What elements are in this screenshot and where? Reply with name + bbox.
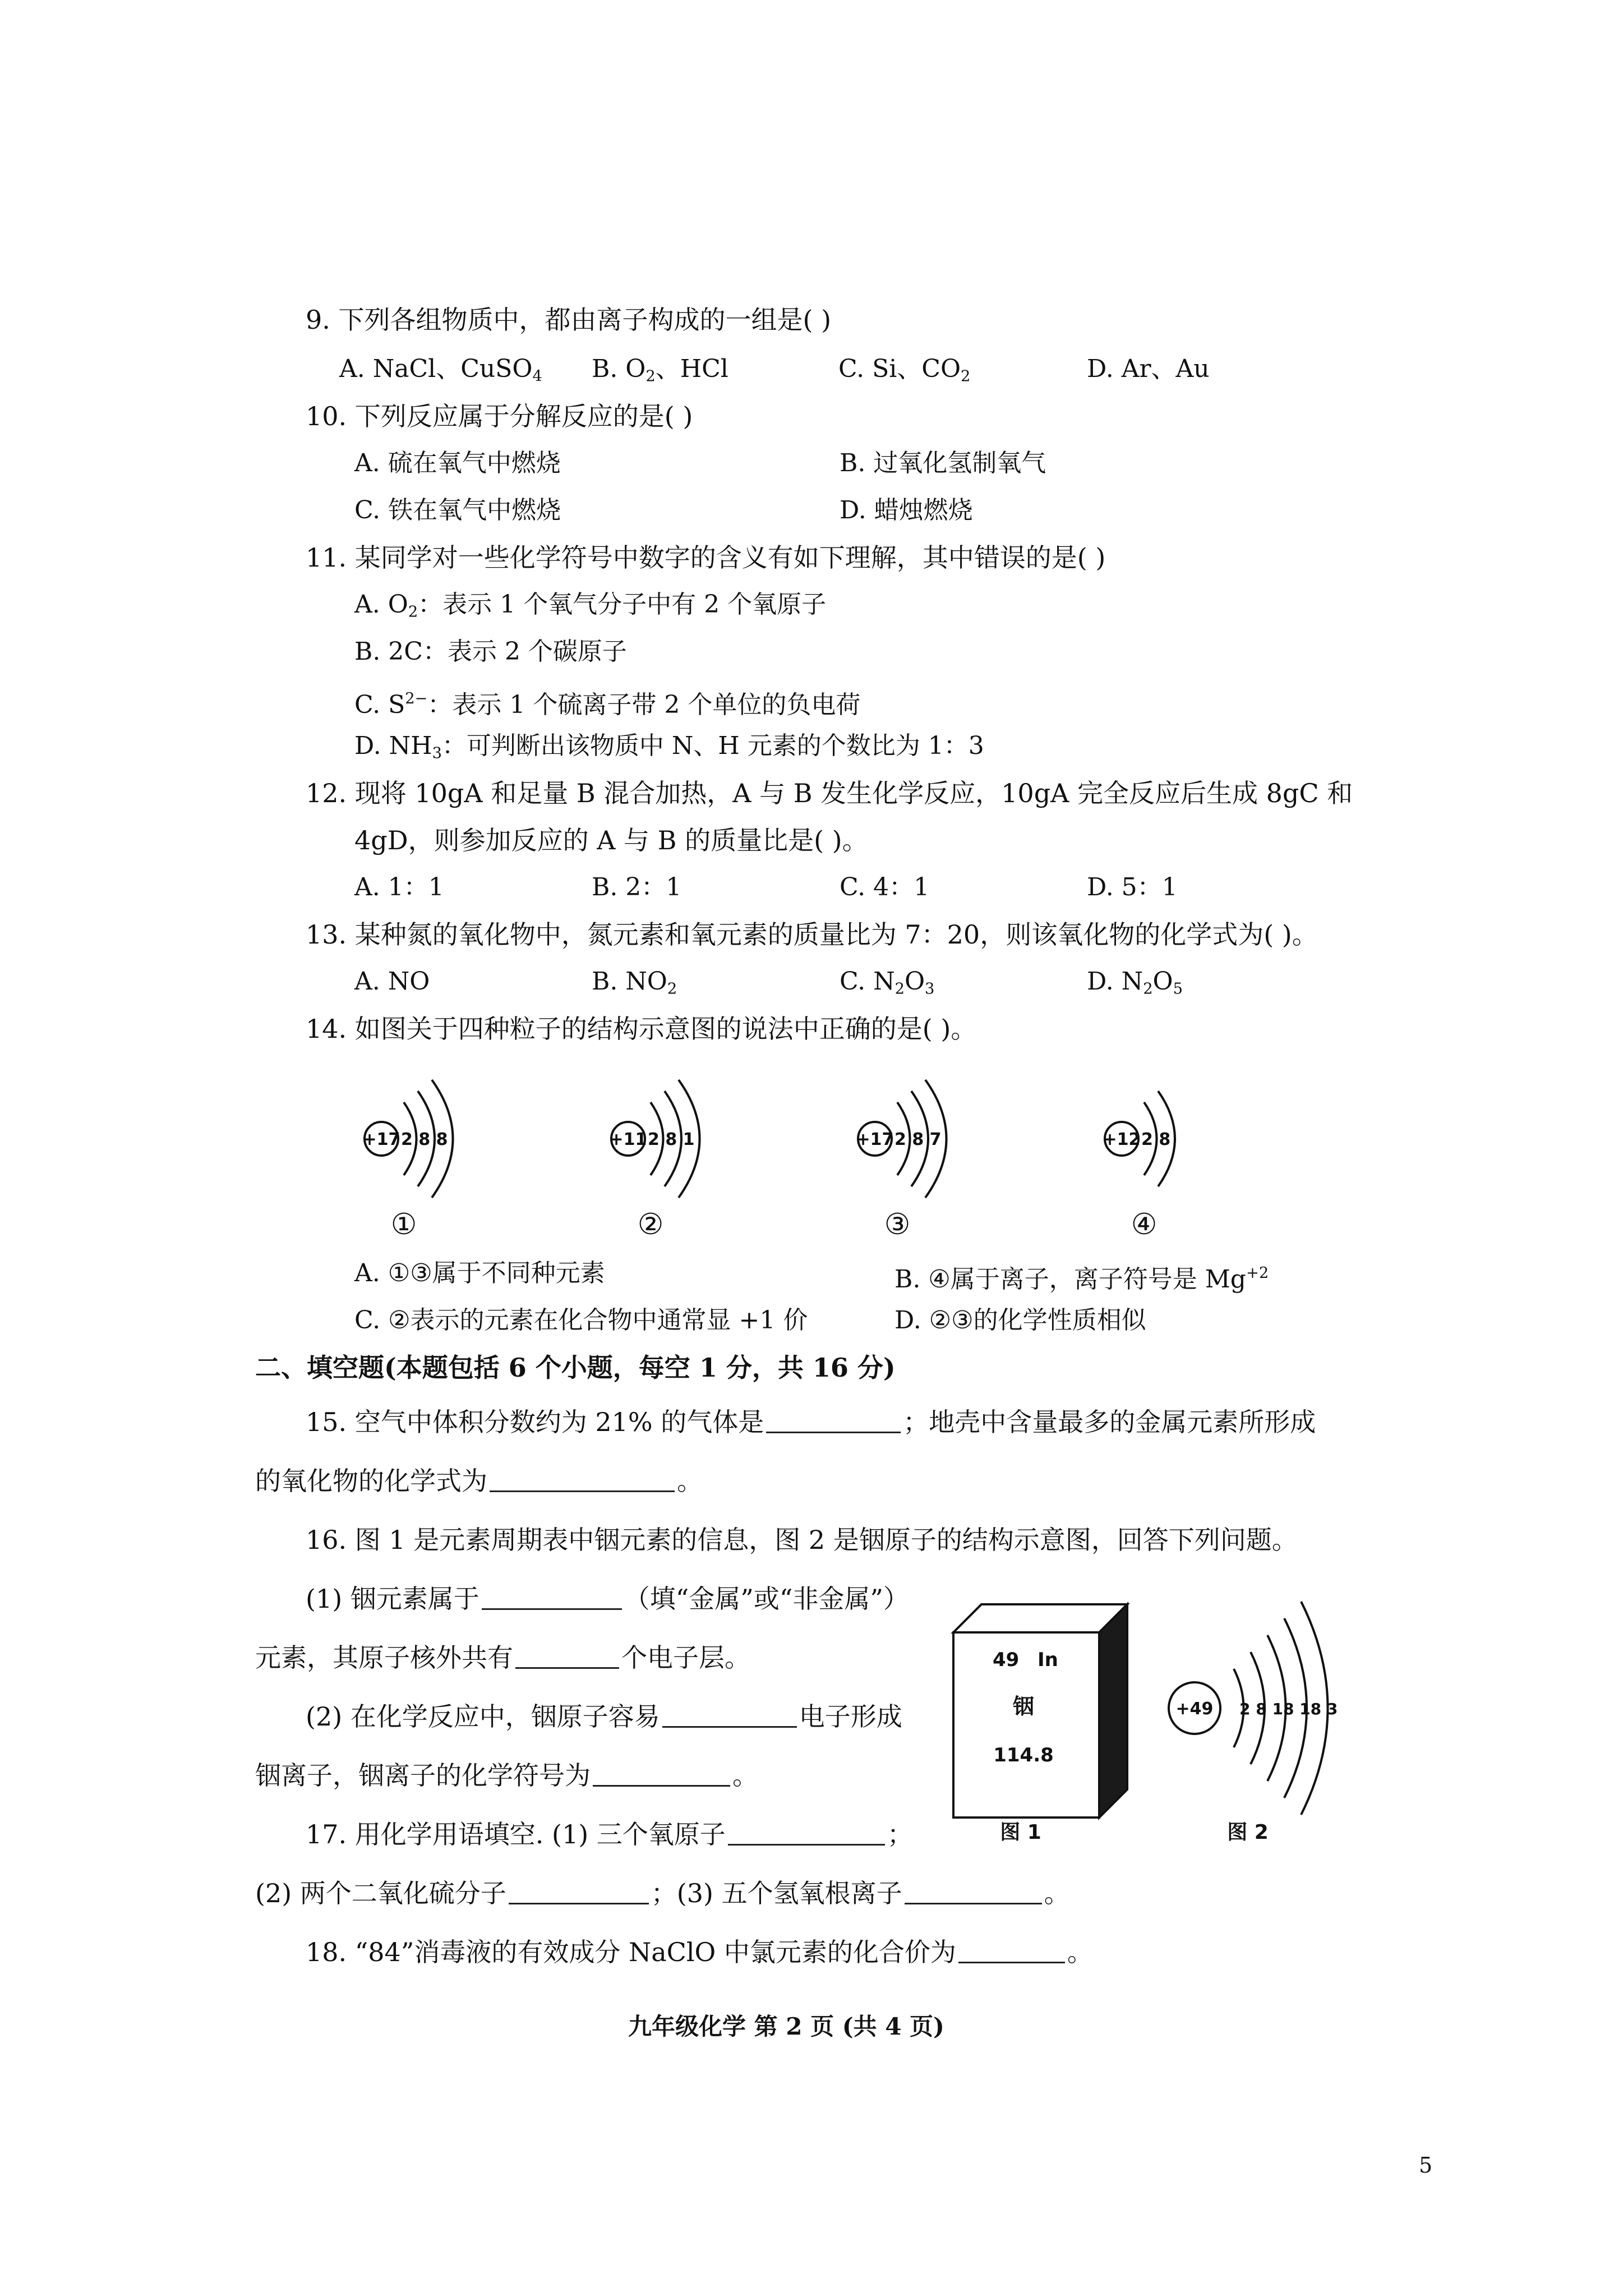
q13-option-c[interactable]: C. $N_2O_3$ (840, 967, 935, 998)
particle-3-nucleus: +17 (856, 1130, 894, 1149)
q12-option-a[interactable]: A. 1：1 (354, 873, 444, 901)
q17-blank-1[interactable] (728, 1821, 885, 1846)
q9-option-a[interactable]: A. NaCl、CuSO$_4$ (339, 355, 542, 385)
particle-diagrams (314, 1055, 1267, 1245)
page-footer: 九年级化学 第 2 页 (共 4 页) (628, 2013, 944, 2040)
indium-periodic-table-cell (948, 1593, 1138, 1846)
indium-atom-structure-diagram (1155, 1582, 1402, 1846)
q9-option-c[interactable]: C. Si、$CO_2$ (838, 355, 971, 385)
particle-1-shells: 2 8 8 (401, 1130, 448, 1149)
particle-1-nucleus: +17 (362, 1130, 400, 1149)
question-10-stem: 10. 下列反应属于分解反应的是( ) (306, 401, 693, 431)
question-9-stem: 9. 下列各组物质中，都由离子构成的一组是( ) (306, 305, 832, 335)
q11-option-a[interactable]: A. $O_2$：表示 1 个氧气分子中有 2 个氧原子 (354, 590, 827, 621)
q16-part2-line2: 铟离子，铟离子的化学符号为 。 (255, 1760, 758, 1791)
q10-option-a[interactable]: A. 硫在氧气中燃烧 (354, 449, 561, 477)
particle-4-nucleus: +12 (1103, 1130, 1141, 1149)
question-15-line1: 15. 空气中体积分数约为 21% 的气体是 ；地壳中含量最多的金属元素所形成 (306, 1407, 1316, 1437)
q11-option-c[interactable]: C. $S^{2-}$：表示 1 个硫离子带 2 个单位的负电荷 (354, 690, 861, 719)
question-15-line2: 的氧化物的化学式为 。 (255, 1466, 703, 1496)
q10-option-b[interactable]: B. 过氧化氢制氧气 (840, 449, 1046, 477)
q14-option-b[interactable]: B. ④属于离子，离子符号是 $Mg^{+2}$ (895, 1264, 1269, 1294)
element-symbol: In (1038, 1649, 1058, 1671)
q16-blank-2[interactable] (515, 1645, 619, 1669)
q10-option-d[interactable]: D. 蜡烛燃烧 (840, 496, 973, 524)
q14-option-c[interactable]: C. ②表示的元素在化合物中通常显 +1 价 (354, 1306, 808, 1335)
particle-3-shells: 2 8 7 (895, 1130, 942, 1149)
q10-option-c[interactable]: C. 铁在氧气中燃烧 (354, 496, 561, 524)
indium-nucleus: +49 (1175, 1699, 1214, 1719)
question-17-line2: (2) 两个二氧化硫分子 ；(3) 五个氢氧根离子 。 (255, 1878, 1070, 1908)
q13-option-a[interactable]: A. NO (354, 967, 430, 996)
question-18: 18. “84”消毒液的有效成分 NaClO 中氯元素的化合价为 。 (306, 1937, 1093, 1967)
question-11-stem: 11. 某同学对一些化学符号中数字的含义有如下理解，其中错误的是( ) (306, 542, 1106, 573)
q16-part1-line2: 元素，其原子核外共有 个电子层。 (255, 1642, 750, 1673)
q16-blank-4[interactable] (593, 1763, 730, 1787)
q16-blank-3[interactable] (662, 1704, 797, 1728)
page-number: 5 (1419, 2153, 1433, 2178)
q9-option-d[interactable]: D. Ar、Au (1087, 355, 1210, 383)
atomic-mass: 114.8 (993, 1744, 1054, 1766)
q15-blank-1[interactable] (766, 1409, 901, 1433)
q16-blank-1[interactable] (482, 1586, 622, 1610)
q11-option-d[interactable]: D. $NH_3$：可判断出该物质中 N、H 元素的个数比为 1：3 (354, 731, 984, 762)
section-2-heading: 二、填空题(本题包括 6 个小题，每空 1 分，共 16 分) (255, 1352, 896, 1383)
q14-option-d[interactable]: D. ②③的化学性质相似 (895, 1306, 1146, 1335)
question-14-stem: 14. 如图关于四种粒子的结构示意图的说法中正确的是( )。 (306, 1014, 977, 1044)
particle-2-label: ② (637, 1208, 664, 1241)
q15-blank-2[interactable] (490, 1468, 675, 1492)
question-12-stem-line2: 4gD，则参加反应的 A 与 B 的质量比是( )。 (354, 825, 868, 855)
q16-part1-line1: (1) 铟元素属于 （填“金属”或“非金属”） (306, 1584, 909, 1614)
figure-2-caption: 图 2 (1227, 1821, 1269, 1844)
q18-blank[interactable] (958, 1939, 1065, 1963)
q14-option-a[interactable]: A. ①③属于不同种元素 (354, 1259, 605, 1287)
indium-shells: 2 8 18 18 3 (1239, 1700, 1338, 1718)
question-17-line1: 17. 用化学用语填空. (1) 三个氧原子 ； (306, 1819, 913, 1849)
q12-option-c[interactable]: C. 4：1 (840, 873, 930, 901)
particle-1-label: ① (390, 1208, 417, 1241)
particle-4-label: ④ (1131, 1208, 1158, 1241)
q16-part2-line1: (2) 在化学反应中，铟原子容易 电子形成 (306, 1701, 902, 1732)
particle-2-nucleus: +11 (609, 1130, 647, 1149)
particle-3-label: ③ (884, 1208, 911, 1241)
particle-4-shells: 2 8 (1141, 1130, 1171, 1149)
atomic-number: 49 (993, 1649, 1020, 1671)
question-16-intro: 16. 图 1 是元素周期表中铟元素的信息，图 2 是铟原子的结构示意图，回答下列问题。 (306, 1525, 1298, 1555)
q12-option-d[interactable]: D. 5：1 (1087, 873, 1178, 901)
q13-option-d[interactable]: D. $N_2O_5$ (1087, 967, 1183, 998)
element-name: 铟 (1012, 1694, 1035, 1719)
question-12-stem-line1: 12. 现将 10gA 和足量 B 混合加热，A 与 B 发生化学反应，10gA 完全反应后生成 8gC 和 (306, 778, 1353, 808)
q13-option-b[interactable]: B. $NO_2$ (592, 967, 677, 998)
q17-blank-2[interactable] (509, 1880, 649, 1904)
particle-2-shells: 2 8 1 (648, 1130, 695, 1149)
q17-blank-3[interactable] (905, 1880, 1042, 1904)
q12-option-b[interactable]: B. 2：1 (592, 873, 682, 901)
figure-1-caption: 图 1 (1000, 1821, 1041, 1844)
q11-option-b[interactable]: B. 2C：表示 2 个碳原子 (354, 637, 627, 666)
question-13-stem: 13. 某种氮的氧化物中，氮元素和氧元素的质量比为 7：20，则该氧化物的化学式为( )。 (306, 919, 1318, 950)
q9-option-b[interactable]: B. $O_2$、HCl (592, 355, 728, 385)
